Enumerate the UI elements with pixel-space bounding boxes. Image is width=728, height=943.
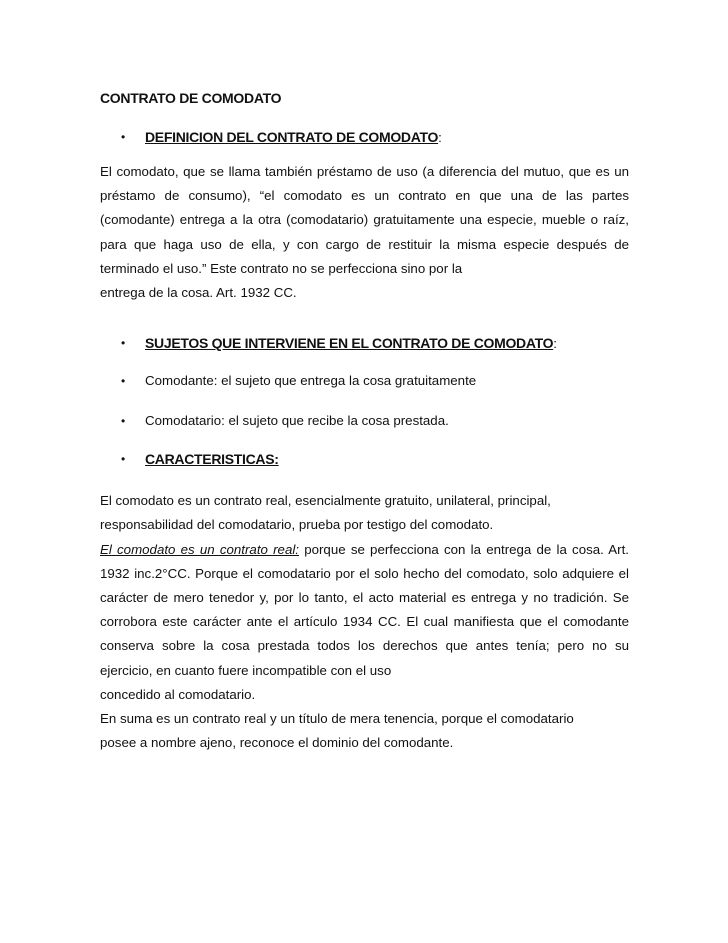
characteristics-text-last-line: responsabilidad del comodatario, prueba por testigo del comodato. (100, 517, 494, 533)
summary-text-last-line: posee a nombre ajeno, reconoce el dominio del comodante. (100, 735, 454, 751)
section-heading-caracteristicas (100, 449, 629, 470)
definition-paragraph (100, 160, 629, 305)
bullet-icon: • (121, 374, 126, 389)
section-heading-definicion (100, 127, 629, 148)
contrato-real-label: El comodato es un contrato real: (100, 541, 299, 557)
contrato-real-text-last-line: concedido al comodatario. (100, 686, 256, 702)
bullet-icon: • (121, 130, 126, 144)
summary-paragraph (100, 707, 629, 755)
list-item-comodatario (100, 411, 629, 431)
heading-text: SUJETOS QUE INTERVIENE EN EL CONTRATO DE COMODATO (145, 335, 554, 352)
characteristics-paragraph (100, 489, 629, 537)
heading-text: DEFINICION DEL CONTRATO DE COMODATO (145, 129, 439, 145)
document-title: CONTRATO DE COMODATO (100, 90, 282, 106)
contrato-real-paragraph (100, 538, 629, 707)
bullet-icon: • (121, 336, 126, 351)
heading-colon: : (553, 336, 557, 352)
heading-colon: : (438, 130, 442, 145)
heading-text: CARACTERISTICAS: (145, 451, 279, 468)
characteristics-text: El comodato es un contrato real, esencialmente gratuito, unilateral, principal, (100, 493, 551, 509)
definition-text-last-line: entrega de la cosa. Art. 1932 CC. (100, 285, 297, 301)
bullet-icon: • (121, 452, 126, 467)
list-item-comodante (100, 371, 629, 391)
section-heading-sujetos (100, 333, 629, 354)
list-item-text: Comodante: el sujeto que entrega la cosa gratuitamente (145, 373, 477, 389)
summary-text: En suma es un contrato real y un título de mera tenencia, porque el comodatario (100, 711, 574, 727)
list-item-text: Comodatario: el sujeto que recibe la cosa prestada. (145, 413, 449, 429)
definition-text: El comodato, que se llama también préstamo de uso (a diferencia del mutuo, que es un préstamo de consumo), “el comodato es un contrato en que una de las partes (comodante) entrega a la otra (comodatario) gratuitamente una especie, mueble o raíz, para que haga uso de ella, y con cargo de restituir la misma especie después de terminado el uso.” Este contrato no se perfecciona sino por la (100, 164, 629, 276)
document-page (100, 86, 629, 755)
bullet-icon: • (121, 414, 126, 429)
contrato-real-text: porque se perfecciona con la entrega de la cosa. Art. 1932 inc.2°CC. Porque el comodatario por el solo hecho del comodato, solo adquiere el carácter de mero tenedor y, por lo tanto, el acto material es entrega y no tradición. Se corrobora este carácter ante el artículo 1934 CC. El cual manifiesta que el comodante conserva sobre la cosa prestada todos los derechos que antes tenía; pero no su ejercicio, en cuanto fuere incompatible con el uso (100, 541, 629, 678)
